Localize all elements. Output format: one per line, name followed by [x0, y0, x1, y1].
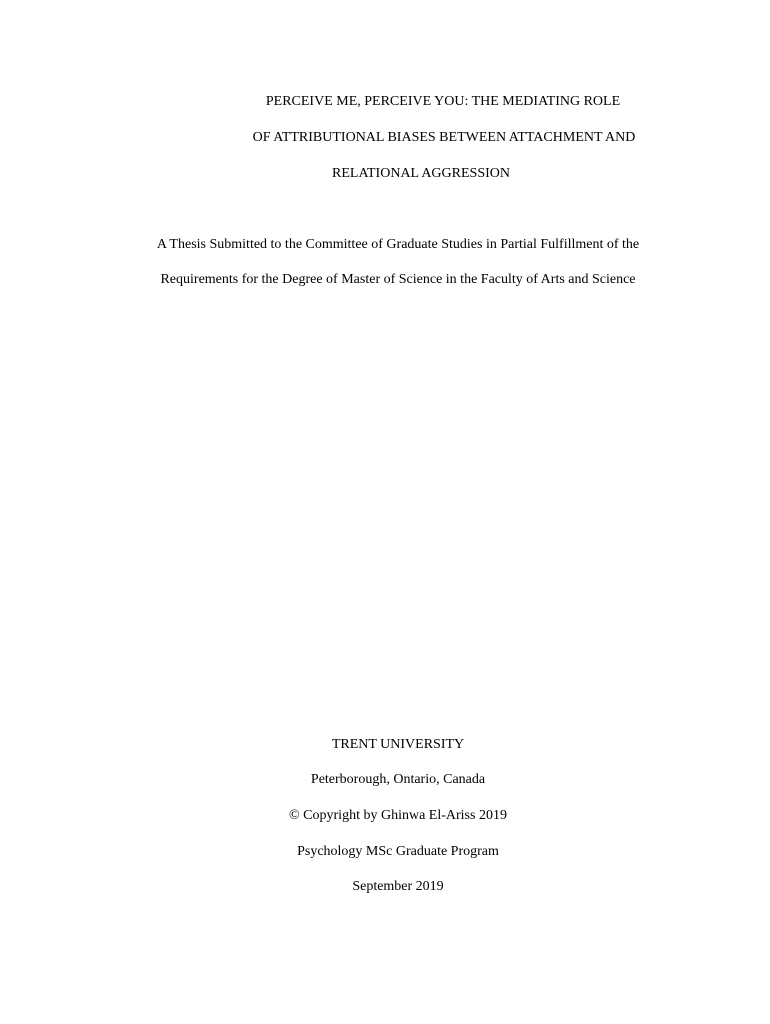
title-line-1: PERCEIVE ME, PERCEIVE YOU: THE MEDIATING ROLE — [265, 94, 621, 109]
university-location: Peterborough, Ontario, Canada — [310, 772, 486, 787]
title-line-2: OF ATTRIBUTIONAL BIASES BETWEEN ATTACHMENT AND — [252, 130, 636, 145]
university-name: TRENT UNIVERSITY — [331, 737, 465, 752]
submission-statement-line-1: A Thesis Submitted to the Committee of Graduate Studies in Partial Fulfillment of the — [156, 237, 640, 252]
program-name: Psychology MSc Graduate Program — [297, 844, 499, 859]
copyright-notice: © Copyright by Ghinwa El-Ariss 2019 — [289, 808, 507, 823]
submission-statement-line-2: Requirements for the Degree of Master of Science in the Faculty of Arts and Science — [160, 272, 636, 287]
title-line-3: RELATIONAL AGGRESSION — [332, 166, 510, 181]
submission-date: September 2019 — [352, 879, 444, 894]
